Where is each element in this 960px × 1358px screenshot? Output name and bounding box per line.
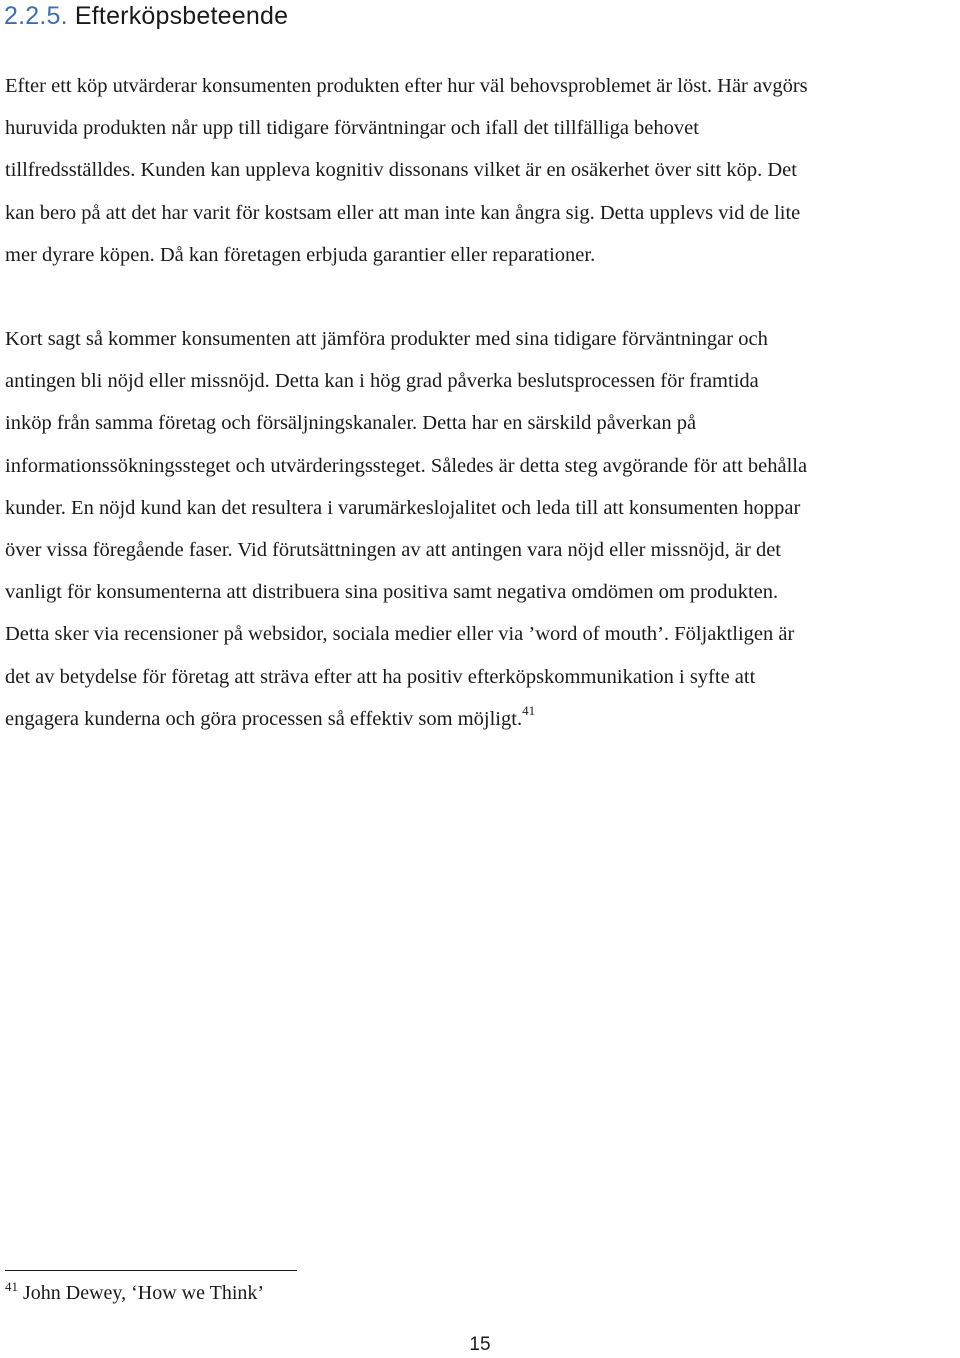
text-line: Detta sker via recensioner på websidor, sociala medier eller via ’word of mouth’. Följaktligen är [5, 623, 795, 646]
text-line: över vissa föregående faser. Vid förutsättningen av att antingen vara nöjd eller missnöjd, är det [5, 539, 782, 562]
footnote-separator [5, 1270, 297, 1271]
paragraph-1 [5, 65, 957, 276]
section-title: Efterköpsbeteende [74, 2, 289, 30]
text-line: antingen bli nöjd eller missnöjd. Detta kan i hög grad påverka beslutsprocessen för framtida [5, 370, 759, 393]
text-line: kan bero på att det har varit för kostsam eller att man inte kan ångra sig. Detta upplevs vid de lite [5, 201, 801, 224]
text-line: mer dyrare köpen. Då kan företagen erbjuda garantier eller reparationer. [5, 243, 596, 266]
footnote [5, 1278, 264, 1308]
text-line: Efter ett köp utvärderar konsumenten produkten efter hur väl behovsproblemet är löst. Här avgörs [5, 75, 808, 97]
text-line: vanligt för konsumenterna att distribuera sina positiva samt negativa omdömen om produkten. [5, 581, 779, 604]
section-heading [4, 2, 288, 31]
footnote-reference[interactable]: 41 [522, 702, 536, 718]
text-line-last [5, 698, 957, 740]
text-line: det av betydelse för företag att sträva efter att ha positiv efterköpskommunikation i syfte att [5, 665, 756, 688]
paragraph-2 [5, 318, 957, 740]
text-line-content: engagera kunderna och göra processen så effektiv som möjligt. [5, 707, 523, 730]
text-line: kunder. En nöjd kund kan det resultera i varumärkeslojalitet och leda till att konsumenten hoppar [5, 496, 801, 519]
text-line: informationssökningssteget och utvärderingssteget. Således är detta steg avgörande för att behålla [5, 454, 808, 477]
text-line: inköp från samma företag och försäljningskanaler. Detta har en särskild påverkan på [5, 412, 697, 435]
text-line: huruvida produkten når upp till tidigare förväntningar och ifall det tillfälliga behovet [5, 117, 699, 140]
text-line: Kort sagt så kommer konsumenten att jämföra produkter med sina tidigare förväntningar och [5, 328, 768, 350]
text-line: tillfredsställdes. Kunden kan uppleva kognitiv dissonans vilket är en osäkerhet över sitt köp. Det [5, 159, 797, 182]
footnote-text: John Dewey, ‘How we Think’ [23, 1282, 265, 1304]
footnote-number: 41 [5, 1279, 18, 1294]
page-number: 15 [469, 1334, 491, 1355]
section-number: 2.2.5. [4, 2, 68, 30]
